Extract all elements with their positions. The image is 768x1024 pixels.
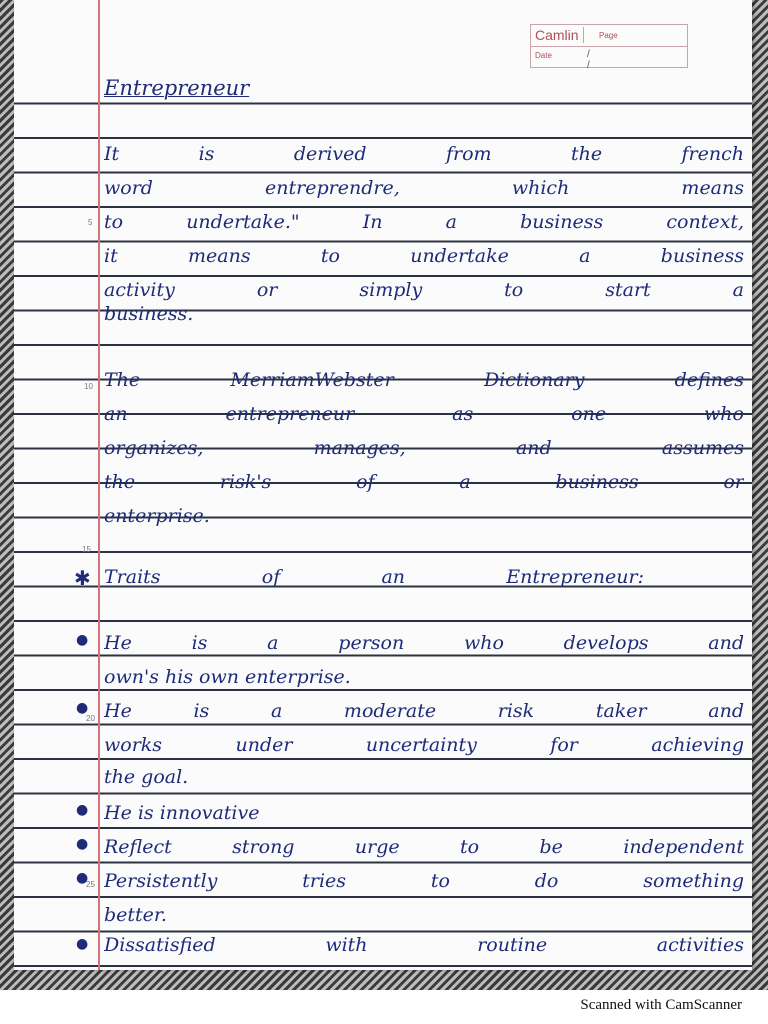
list-item: Persistently tries to do something [104, 870, 744, 892]
section-heading: Traits of an Entrepreneur: [104, 566, 644, 588]
list-item: the goal. [104, 766, 189, 788]
text-line: activity or simply to start a [104, 279, 744, 301]
notebook-page [14, 0, 752, 970]
list-item: works under uncertainty for achieving [104, 734, 744, 756]
page-title: Entrepreneur [104, 76, 250, 100]
bullet-icon: ● [76, 870, 89, 886]
list-item: He is a person who develops and [104, 632, 744, 654]
line-number: 5 [88, 218, 93, 227]
brand-logo: Camlin [535, 27, 584, 43]
margin-line [98, 0, 100, 970]
line-number: 20 [86, 714, 95, 723]
asterisk-icon: ✱ [74, 566, 91, 590]
scanner-watermark: Scanned with CamScanner [580, 997, 742, 1013]
text-line: it means to undertake a business [104, 245, 744, 267]
bullet-icon: ● [76, 632, 89, 648]
text-line: business. [104, 303, 194, 325]
text-line: the risk's of a business or [104, 471, 744, 493]
text-line: It is derived from the french [104, 143, 744, 165]
list-item: He is innovative [104, 802, 260, 824]
list-item: own's his own enterprise. [104, 666, 351, 688]
bullet-icon: ● [76, 936, 89, 952]
line-number: 25 [86, 880, 95, 889]
text-line: to undertake." In a business context, [104, 211, 744, 233]
list-item: Dissatisfied with routine activities [104, 934, 744, 956]
text-line: an entrepreneur as one who [104, 403, 744, 425]
bullet-icon: ● [76, 700, 89, 716]
date-label: Date [535, 51, 552, 60]
line-number: 15 [82, 545, 91, 554]
bullet-icon: ● [76, 836, 89, 852]
list-item: Reflect strong urge to be independent [104, 836, 744, 858]
page-label: Page [599, 31, 618, 40]
text-line: word entreprendre, which means [104, 177, 744, 199]
text-line: enterprise. [104, 505, 210, 527]
page-date-box [530, 24, 688, 71]
bullet-icon: ● [76, 802, 89, 818]
line-number: 10 [84, 382, 93, 391]
date-separators: / / [587, 49, 630, 71]
text-line: The MerriamWebster Dictionary defines [104, 369, 744, 391]
text-line: organizes, manages, and assumes [104, 437, 744, 459]
list-item: better. [104, 904, 167, 926]
box-divider [531, 46, 687, 47]
list-item: He is a moderate risk taker and [104, 700, 744, 722]
